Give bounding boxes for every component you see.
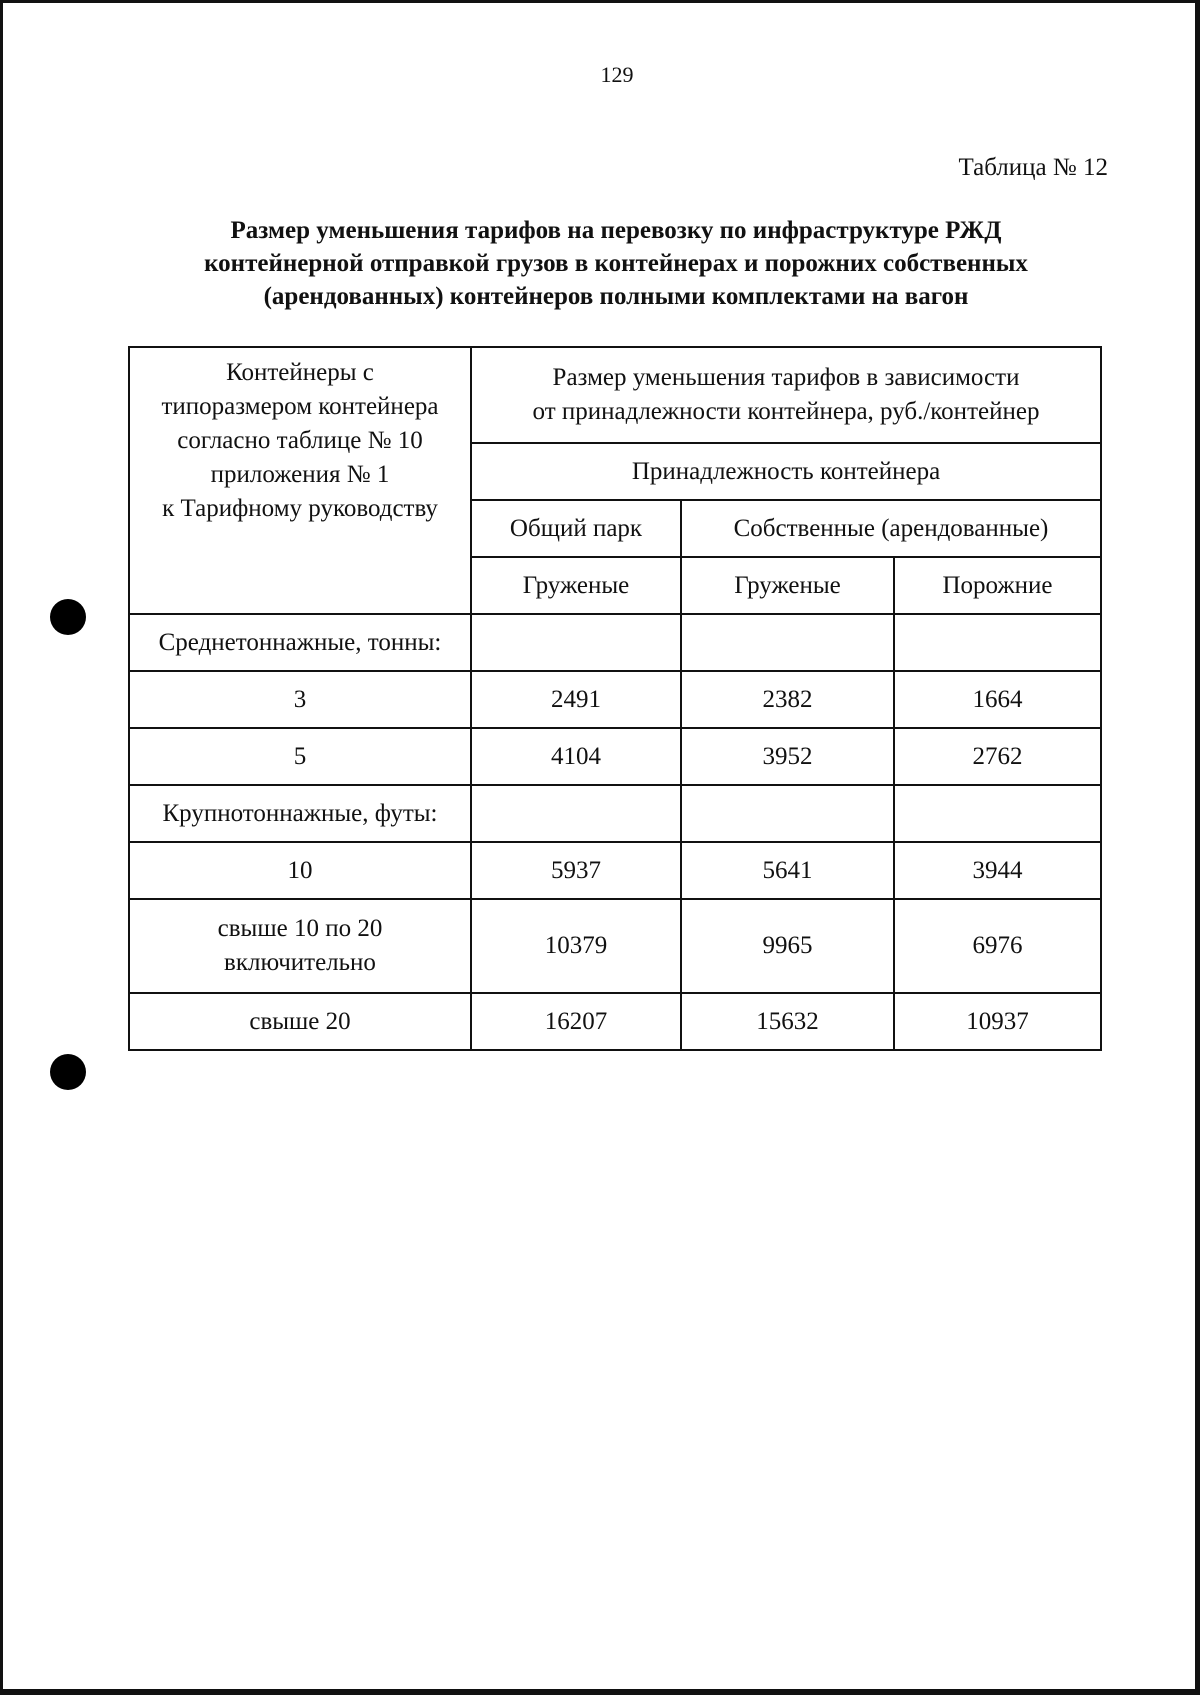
table-cell (681, 785, 894, 842)
title-line: контейнерной отправкой грузов в контейнерах и порожних собственных (204, 250, 1028, 277)
container-size: 10 (129, 842, 471, 899)
document-title (60, 214, 1172, 313)
stub-header-line: согласно таблице № 10 (177, 427, 423, 454)
section-label: Крупнотоннажные, футы: (129, 785, 471, 842)
punch-hole (50, 1054, 86, 1090)
col-header-loaded-general: Груженые (471, 557, 681, 614)
punch-hole (50, 599, 86, 635)
title-line: (арендованных) контейнеров полными комплектами на вагон (263, 283, 969, 310)
stub-header-line: Контейнеры с (226, 359, 374, 386)
table-cell (681, 614, 894, 671)
table-row (129, 993, 1101, 1050)
own-empty-value: 2762 (894, 728, 1101, 785)
container-size: 5 (129, 728, 471, 785)
general-loaded-value: 5937 (471, 842, 681, 899)
table-cell (894, 614, 1101, 671)
own-loaded-value: 2382 (681, 671, 894, 728)
general-loaded-value: 10379 (471, 899, 681, 993)
container-size-line: свыше 10 по 20 (217, 915, 383, 942)
own-leased-header: Собственные (арендованные) (681, 500, 1101, 557)
container-size-line: включительно (224, 949, 376, 976)
own-loaded-value: 5641 (681, 842, 894, 899)
table-row (129, 842, 1101, 899)
page-number: 129 (600, 62, 634, 87)
table-cell (894, 785, 1101, 842)
title-line: Размер уменьшения тарифов на перевозку по инфраструктуре РЖД (230, 217, 1002, 244)
table-cell (471, 785, 681, 842)
stub-header-line: к Тарифному руководству (162, 495, 438, 522)
main-header (471, 347, 1101, 443)
own-empty-value: 1664 (894, 671, 1101, 728)
col-header-empty-own: Порожние (894, 557, 1101, 614)
table-row (129, 728, 1101, 785)
section-label: Среднетоннажные, тонны: (129, 614, 471, 671)
own-empty-value: 3944 (894, 842, 1101, 899)
own-empty-value: 6976 (894, 899, 1101, 993)
container-size: свыше 20 (129, 993, 471, 1050)
main-header-line: от принадлежности контейнера, руб./контейнер (532, 398, 1040, 425)
own-loaded-value: 3952 (681, 728, 894, 785)
table-label: Таблица № 12 (958, 154, 1108, 181)
general-loaded-value: 2491 (471, 671, 681, 728)
section-row (129, 614, 1101, 671)
table-row (129, 899, 1101, 993)
tariff-reduction-table (128, 346, 1102, 1051)
container-size: 3 (129, 671, 471, 728)
table-cell (471, 614, 681, 671)
own-empty-value: 10937 (894, 993, 1101, 1050)
general-park-header: Общий парк (471, 500, 681, 557)
col-header-loaded-own: Груженые (681, 557, 894, 614)
stub-header-line: приложения № 1 (210, 461, 390, 488)
table-row (129, 671, 1101, 728)
header-row (129, 347, 1101, 443)
general-loaded-value: 4104 (471, 728, 681, 785)
own-loaded-value: 15632 (681, 993, 894, 1050)
own-loaded-value: 9965 (681, 899, 894, 993)
container-size (129, 899, 471, 993)
stub-header-line: типоразмером контейнера (161, 393, 439, 420)
general-loaded-value: 16207 (471, 993, 681, 1050)
ownership-header: Принадлежность контейнера (471, 443, 1101, 500)
main-header-line: Размер уменьшения тарифов в зависимости (552, 364, 1020, 391)
section-row (129, 785, 1101, 842)
stub-header (129, 347, 471, 614)
